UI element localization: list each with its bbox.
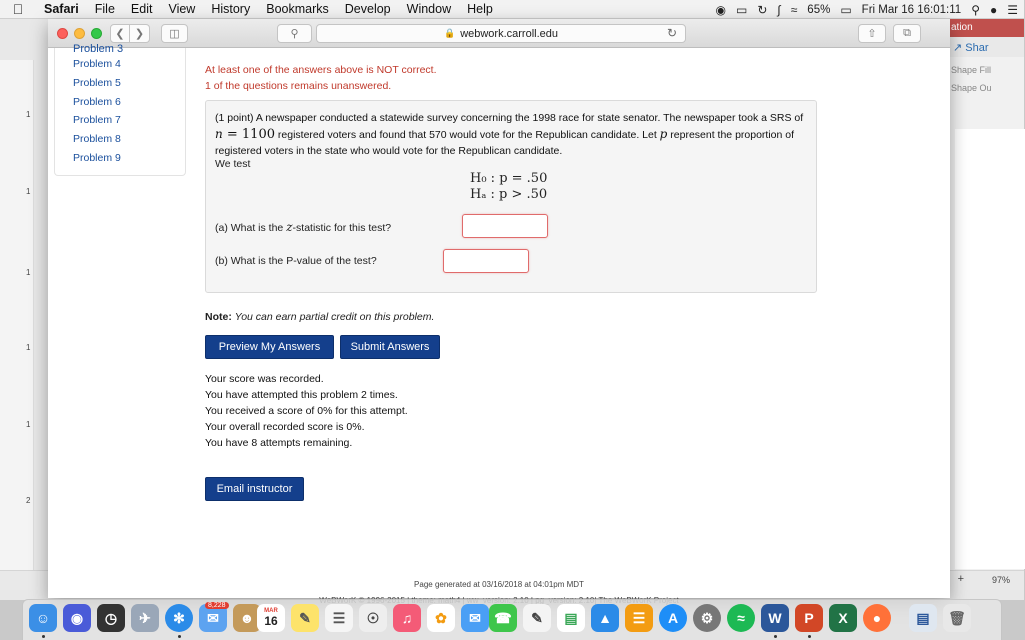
- notes-icon[interactable]: ✎: [291, 604, 319, 632]
- menu-file[interactable]: File: [94, 2, 115, 16]
- menu-help[interactable]: Help: [467, 2, 493, 16]
- share-icon: ⇧: [867, 28, 877, 40]
- back-button[interactable]: [110, 24, 130, 43]
- siri-icon[interactable]: ●: [989, 2, 998, 17]
- trash-icon[interactable]: 🗑: [943, 604, 971, 632]
- math-n: n: [215, 127, 223, 141]
- math-n-value: 1100: [241, 127, 275, 142]
- preview-answers-button[interactable]: Preview My Answers: [205, 335, 334, 359]
- close-window-button[interactable]: [57, 28, 68, 39]
- menu-develop[interactable]: Develop: [344, 2, 391, 16]
- word-icon[interactable]: W: [761, 604, 789, 632]
- launchpad-icon[interactable]: ✈: [131, 604, 159, 632]
- creative-cloud-icon[interactable]: ◉: [715, 2, 726, 17]
- tabs-icon: ⧉: [903, 27, 911, 39]
- maps-icon[interactable]: ☉: [359, 604, 387, 632]
- running-indicator: [178, 635, 181, 638]
- share-page-button[interactable]: [858, 24, 886, 43]
- generated-timestamp: Page generated at 03/16/2018 at 04:01pm MDT: [414, 580, 584, 589]
- pages-icon[interactable]: ✎: [523, 604, 551, 632]
- calendar-icon[interactable]: MAR 16: [257, 604, 285, 632]
- menu-bar: [0, 0, 1024, 19]
- running-indicator: [42, 635, 45, 638]
- excel-icon[interactable]: X: [829, 604, 857, 632]
- email-instructor-button[interactable]: Email instructor: [205, 477, 304, 501]
- extension-button[interactable]: [277, 24, 312, 43]
- facetime-icon[interactable]: ☎: [489, 604, 517, 632]
- dock: [22, 599, 1002, 640]
- photos-icon[interactable]: ✿: [427, 604, 455, 632]
- answer-input-a[interactable]: [462, 214, 548, 238]
- problem-box: [205, 100, 817, 293]
- ibooks-icon[interactable]: ☰: [625, 604, 653, 632]
- nav-item-problem-5[interactable]: Problem 5: [73, 77, 121, 89]
- airplay-icon[interactable]: ▭: [736, 2, 748, 17]
- menu-window[interactable]: Window: [406, 2, 452, 16]
- system-preferences-icon[interactable]: ⚙: [693, 604, 721, 632]
- shape-fill-option[interactable]: Shape Fill: [951, 65, 992, 75]
- finder-icon[interactable]: ☺: [29, 604, 57, 632]
- nav-item-problem-8[interactable]: Problem 8: [73, 133, 121, 145]
- downloads-folder-icon[interactable]: ▤: [909, 604, 937, 632]
- forward-button[interactable]: [130, 24, 150, 43]
- numbers-icon[interactable]: ▤: [557, 604, 585, 632]
- incorrect-warning: At least one of the answers above is NOT correct.: [205, 64, 437, 76]
- time-machine-icon[interactable]: ↻: [757, 2, 768, 17]
- score-line: Your overall recorded score is 0%.: [205, 421, 365, 433]
- chevron-right-icon: ❯: [134, 28, 145, 40]
- browser-toolbar: [48, 19, 950, 48]
- siri-icon[interactable]: ◉: [63, 604, 91, 632]
- spotify-icon[interactable]: ≈: [727, 604, 755, 632]
- chevron-left-icon: ❮: [115, 28, 125, 40]
- page-content: [48, 43, 950, 598]
- answer-input-b[interactable]: [443, 249, 529, 273]
- powerpoint-icon[interactable]: P: [795, 604, 823, 632]
- firefox-icon[interactable]: ●: [863, 604, 891, 632]
- itunes-icon[interactable]: ♫: [393, 604, 421, 632]
- zoom-level[interactable]: 97%: [991, 575, 1010, 585]
- sidebar-toggle-button[interactable]: [161, 24, 188, 43]
- messages-icon[interactable]: ✉: [461, 604, 489, 632]
- we-test-label: We test: [215, 158, 251, 170]
- minimize-window-button[interactable]: [74, 28, 85, 39]
- wifi-icon[interactable]: ≈: [790, 2, 798, 17]
- lock-icon: 🔒: [443, 28, 456, 38]
- address-bar[interactable]: [316, 24, 686, 43]
- score-line: You have attempted this problem 2 times.: [205, 389, 398, 401]
- safari-window: [48, 19, 950, 598]
- menu-bookmarks[interactable]: Bookmarks: [266, 2, 329, 16]
- dashboard-icon[interactable]: ◷: [97, 604, 125, 632]
- problem-navigation: [54, 43, 186, 176]
- nav-item-problem-4[interactable]: Problem 4: [73, 58, 121, 70]
- spotlight-search-icon[interactable]: ⚲: [971, 2, 980, 17]
- math-z: z: [286, 220, 293, 234]
- menu-history[interactable]: History: [211, 2, 251, 16]
- battery-icon[interactable]: ▭: [840, 2, 852, 17]
- question-a: (a) What is the z-statistic for this test?: [215, 220, 392, 234]
- shape-outline-option[interactable]: Shape Ou: [951, 83, 992, 93]
- score-summary: [205, 371, 408, 451]
- answer-status-message: [205, 62, 437, 94]
- unanswered-warning: 1 of the questions remains unanswered.: [205, 80, 392, 92]
- ribbon-tab-animation[interactable]: ation: [945, 19, 1024, 37]
- score-line: You received a score of 0% for this attempt.: [205, 405, 408, 417]
- background-ribbon: [944, 19, 1024, 579]
- reminders-icon[interactable]: ☰: [325, 604, 353, 632]
- reload-icon[interactable]: ↻: [666, 26, 677, 40]
- partial-credit-note: Note: You can earn partial credit on this problem.: [205, 311, 435, 323]
- safari-icon[interactable]: ✻: [165, 604, 193, 632]
- fullscreen-window-button[interactable]: [91, 28, 102, 39]
- nav-item-problem-3[interactable]: Problem 3: [73, 43, 124, 55]
- contacts-icon[interactable]: ☻: [233, 604, 261, 632]
- key-icon: ⚲: [290, 28, 299, 40]
- keynote-icon[interactable]: ▲: [591, 604, 619, 632]
- nav-item-problem-6[interactable]: Problem 6: [73, 96, 121, 108]
- share-icon: ↗: [953, 42, 963, 54]
- running-indicator: [808, 635, 811, 638]
- share-button[interactable]: ↗ Shar: [945, 37, 1024, 57]
- menu-view[interactable]: View: [168, 2, 196, 16]
- sidebar-icon: ◫: [169, 28, 180, 40]
- bluetooth-icon[interactable]: ∫: [777, 2, 781, 17]
- score-line: You have 8 attempts remaining.: [205, 437, 353, 449]
- nav-item-problem-9[interactable]: Problem 9: [73, 152, 121, 164]
- zoom-in-button[interactable]: +: [957, 573, 964, 585]
- mail-icon[interactable]: ✉: [199, 604, 227, 632]
- menu-edit[interactable]: Edit: [130, 2, 153, 16]
- menu-safari[interactable]: Safari: [44, 2, 79, 16]
- url-text: webwork.carroll.edu: [460, 27, 559, 40]
- apple-menu-icon[interactable]: [0, 1, 36, 17]
- background-ruler: 1 1 1 1 1 2: [0, 60, 34, 580]
- math-p: p: [659, 127, 668, 141]
- nav-item-problem-7[interactable]: Problem 7: [73, 114, 121, 126]
- question-b: (b) What is the P-value of the test?: [215, 255, 377, 267]
- app-store-icon[interactable]: A: [659, 604, 687, 632]
- submit-answers-button[interactable]: Submit Answers: [340, 335, 440, 359]
- slide-canvas: [955, 129, 1025, 569]
- hypotheses: [470, 171, 547, 203]
- score-line: Your score was recorded.: [205, 373, 324, 385]
- mail-badge: 8,228: [205, 602, 229, 609]
- running-indicator: [774, 635, 777, 638]
- notification-center-icon[interactable]: ☰: [1007, 2, 1018, 17]
- battery-percent: 65%: [807, 3, 831, 16]
- alternative-hypothesis: Hₐ : p > .50: [470, 187, 548, 202]
- null-hypothesis: H₀ : p = .50: [470, 171, 548, 186]
- clock[interactable]: Fri Mar 16 16:01:11: [861, 3, 962, 16]
- problem-statement: (1 point) A newspaper conducted a statewide survey concerning the 1998 race for state senator. The newspaper took a SRS of n = 1100 registered voters and found that 570 would vote for the Republican candidate. Let p represent the proportion of registered voters in the state who would vote for the Republican candidate.: [215, 112, 804, 157]
- show-tabs-button[interactable]: [893, 24, 921, 43]
